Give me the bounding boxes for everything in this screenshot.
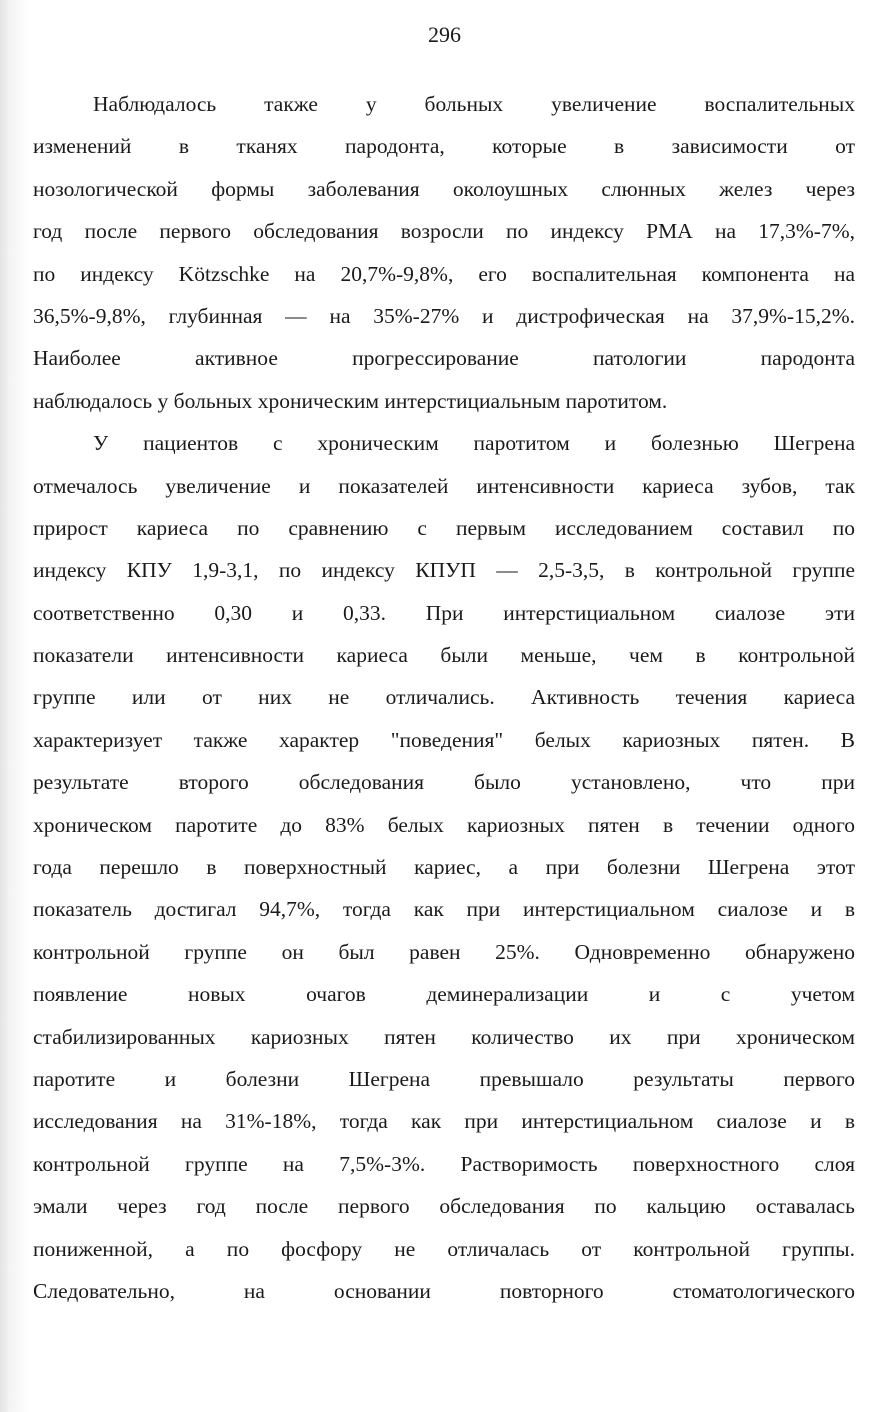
text-line: год после первого обследования возросли по индексу РМА на 17,3%-7%, [33,219,855,244]
body-text [33,88,855,1317]
text-line: Следовательно, на основании повторного стоматологического [33,1278,855,1303]
text-line: наблюдалось у больных хроническим интерстициальным паротитом. [33,388,668,413]
text-line: прирост кариеса по сравнению с первым исследованием составил по [33,515,855,540]
scan-edge-shadow [0,0,30,1412]
text-line: индексу КПУ 1,9-3,1, по индексу КПУП — 2,5-3,5, в контрольной группе [33,558,855,583]
text-line: группе или от них не отличались. Активность течения кариеса [33,685,855,710]
text-line: результате второго обследования было установлено, что при [33,770,855,795]
text-line: паротите и болезни Шегрена превышало результаты первого [33,1066,855,1091]
text-line: Наблюдалось также у больных увеличение воспалительных [93,92,855,116]
page-number: 296 [428,22,461,47]
text-line: контрольной группе он был равен 25%. Одновременно обнаружено [33,939,855,964]
text-line: исследования на 31%-18%, тогда как при интерстициальном сиалозе и в [33,1109,855,1134]
text-line: стабилизированных кариозных пятен количество их при хроническом [33,1024,855,1049]
text-line: года перешло в поверхностный кариес, а при болезни Шегрена этот [33,855,855,880]
text-line: показатель достигал 94,7%, тогда как при интерстициальном сиалозе и в [33,897,855,922]
text-line: характеризует также характер "поведения" белых кариозных пятен. В [33,727,855,752]
text-line: нозологической формы заболевания околоушных слюнных желез через [33,176,855,201]
text-line: хроническом паротите до 83% белых кариозных пятен в течении одного [33,812,855,837]
text-line: эмали через год после первого обследования по кальцию оставалась [33,1194,855,1219]
text-line: соответственно 0,30 и 0,33. При интерстициальном сиалозе эти [33,600,855,625]
text-line: отмечалось увеличение и показателей интенсивности кариеса зубов, так [33,473,855,498]
text-line: изменений в тканях пародонта, которые в зависимости от [33,134,855,159]
text-line: контрольной группе на 7,5%-3%. Растворимость поверхностного слоя [33,1151,855,1176]
text-line: 36,5%-9,8%, глубинная — на 35%-27% и дистрофическая на 37,9%-15,2%. [33,303,855,328]
text-line: У пациентов с хроническим паротитом и болезнью Шегрена [93,431,855,456]
text-line: появление новых очагов деминерализации и с учетом [33,982,855,1007]
text-line: по индексу Kötzschke на 20,7%-9,8%, его воспалительная компонента на [33,261,855,286]
text-line: пониженной, а по фосфору не отличалась от контрольной группы. [33,1236,855,1261]
text-line: Наиболее активное прогрессирование патологии пародонта [33,346,855,371]
text-line: показатели интенсивности кариеса были меньше, чем в контрольной [33,643,855,668]
